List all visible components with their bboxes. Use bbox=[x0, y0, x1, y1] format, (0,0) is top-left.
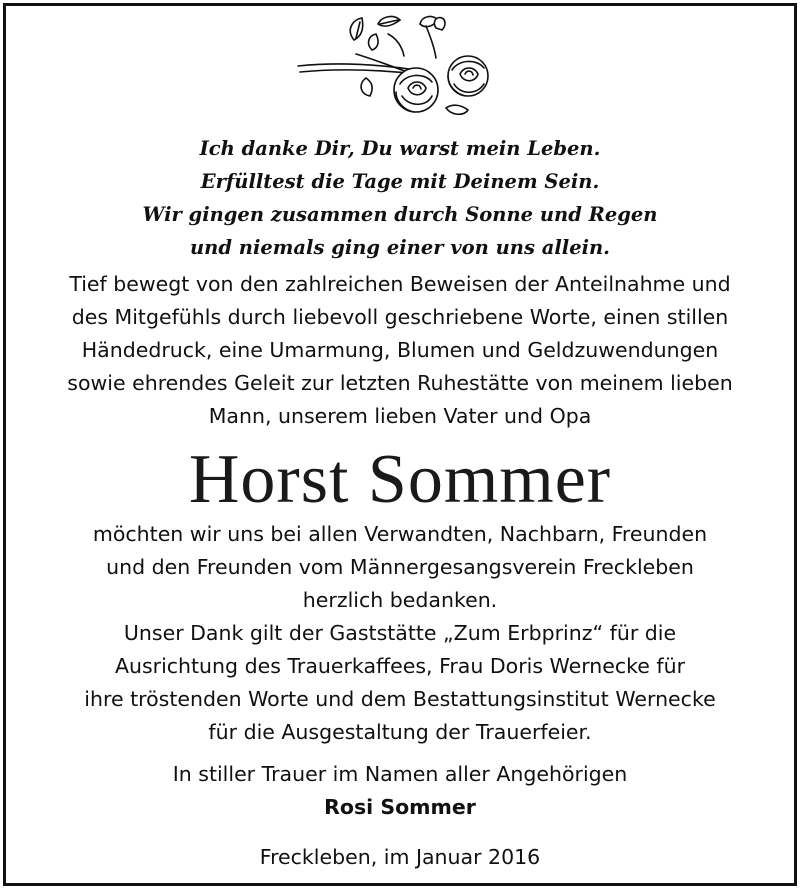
intro-line: sowie ehrendes Geleit zur letzten Ruhestätte von meinem lieben bbox=[67, 371, 733, 395]
roses-icon bbox=[296, 14, 502, 124]
thanks-line: ihre tröstenden Worte und dem Bestattungsinstitut Wernecke bbox=[84, 687, 716, 711]
thanks-line: und den Freunden vom Männergesangsverein Freckleben bbox=[106, 555, 694, 579]
poem-line: Erfülltest die Tage mit Deinem Sein. bbox=[200, 170, 600, 193]
thanks-text bbox=[0, 518, 800, 749]
thanks-line: Ausrichtung des Trauerkaffees, Frau Doris Wernecke für bbox=[114, 654, 686, 678]
intro-line: des Mitgefühls durch liebevoll geschriebene Worte, einen stillen bbox=[71, 305, 729, 329]
poem-line: Wir gingen zusammen durch Sonne und Regen bbox=[142, 203, 658, 226]
poem-line: Ich danke Dir, Du warst mein Leben. bbox=[199, 137, 601, 160]
intro-line: Händedruck, eine Umarmung, Blumen und Geldzuwendungen bbox=[81, 338, 719, 362]
place-date: Freckleben, im Januar 2016 bbox=[259, 845, 541, 869]
intro-line: Mann, unserem lieben Vater und Opa bbox=[208, 404, 592, 428]
thanks-line: für die Ausgestaltung der Trauerfeier. bbox=[208, 720, 592, 744]
thanks-line: möchten wir uns bei allen Verwandten, Nachbarn, Freunden bbox=[92, 522, 708, 546]
poem-line: und niemals ging einer von uns allein. bbox=[190, 236, 610, 259]
thanks-line: Unser Dank gilt der Gaststätte „Zum Erbprinz“ für die bbox=[123, 621, 677, 645]
intro-line: Tief bewegt von den zahlreichen Beweisen der Anteilnahme und bbox=[69, 272, 731, 296]
mourning-block bbox=[0, 758, 800, 824]
intro-text bbox=[0, 268, 800, 433]
thanks-line: herzlich bedanken. bbox=[302, 588, 498, 612]
poem bbox=[0, 132, 800, 264]
mourning-line: In stiller Trauer im Namen aller Angehörigen bbox=[172, 762, 628, 786]
signer-name: Rosi Sommer bbox=[324, 795, 476, 819]
deceased-name: Horst Sommer bbox=[188, 441, 612, 518]
